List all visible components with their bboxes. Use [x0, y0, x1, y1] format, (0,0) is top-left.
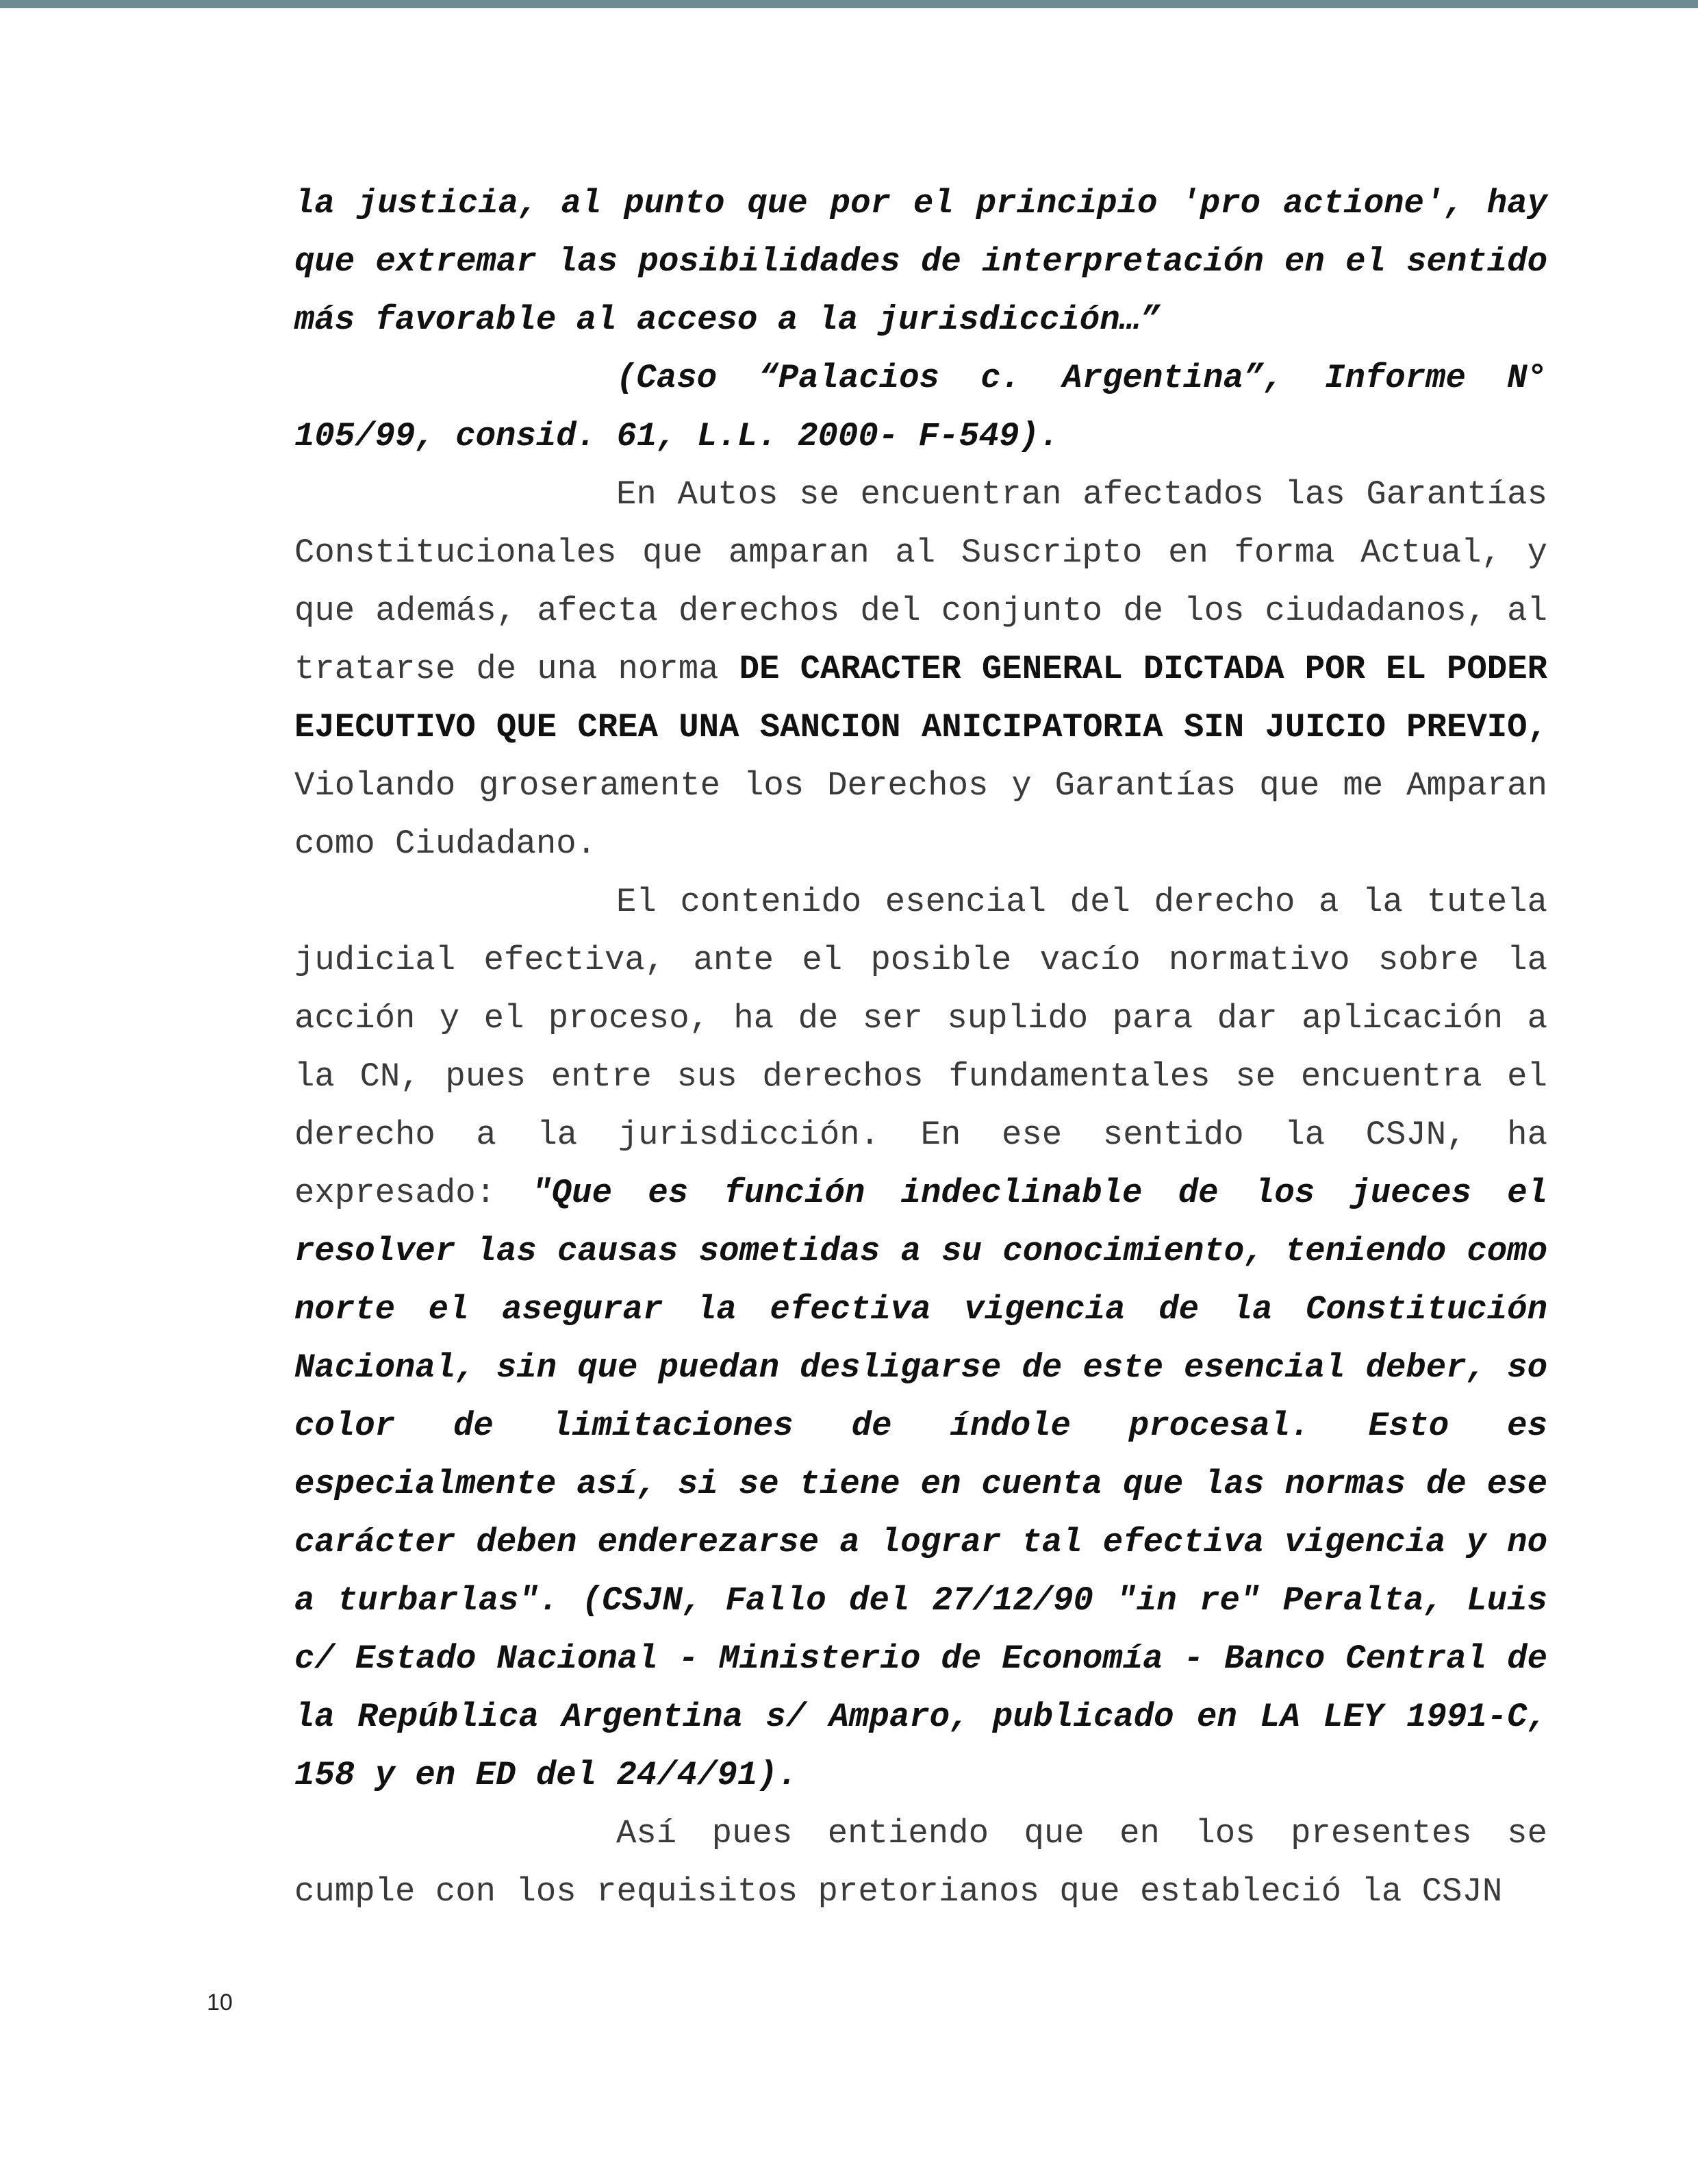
paragraph-autos-bold: DE CARACTER GENERAL DICTADA POR EL PODER EJECUTIVO QUE CREA UNA SANCION ANICIPATORIA SIN JUICIO PREVIO, [294, 650, 1547, 746]
quote-continuation [294, 175, 1547, 349]
paragraph-autos-start: En Autos se encuentran afectados las Garantías Constitucionales que amparan al Suscripto en forma Actual, y que además, afecta derechos del conjunto de los ciudadanos, al tratarse de una norma [294, 475, 1547, 688]
paragraph-asi-pues-text: Así pues entiendo que en los presentes se cumple con los requisitos pretorianos que estableció la CSJN [294, 1814, 1547, 1911]
page-number: 10 [207, 1990, 233, 2016]
paragraph-asi-pues [294, 1805, 1547, 1921]
citation-palacios [294, 349, 1547, 466]
document-body [294, 175, 1547, 1921]
quote-continuation-text: la justicia, al punto que por el principio 'pro actione', hay que extremar las posibilidades de interpretación en el sentido más favorable al acceso a la jurisdicción…” [294, 184, 1547, 339]
page-top-bar [0, 0, 1698, 8]
paragraph-tutela-start: El contenido esencial del derecho a la tutela judicial efectiva, ante el posible vacío normativo sobre la acción y el proceso, ha de ser suplido para dar aplicación a la CN, pues entre sus derechos fundamentales se encuentra el derecho a la jurisdicción. En ese sentido la CSJN, ha expresado: [294, 883, 1547, 1212]
paragraph-tutela [294, 873, 1547, 1805]
paragraph-autos [294, 466, 1547, 873]
paragraph-autos-end: Violando groseramente los Derechos y Garantías que me Amparan como Ciudadano. [294, 766, 1547, 863]
paragraph-tutela-quote: "Que es función indeclinable de los jueces el resolver las causas sometidas a su conocimiento, teniendo como norte el asegurar la efectiva vigencia de la Constitución Nacional, sin que puedan desligarse de este esencial deber, so color de limitaciones de índole procesal. Esto es especialmente así, si se tiene en cuenta que las normas de ese carácter deben enderezarse a lograr tal efectiva vigencia y no a turbarlas". (CSJN, Fallo del 27/12/90 "in re" Peralta, Luis c/ Estado Nacional - Ministerio de Economía - Banco Central de la República Argentina s/ Amparo, publicado en LA LEY 1991-C, 158 y en ED del 24/4/91). [294, 1174, 1548, 1794]
citation-palacios-text: (Caso “Palacios c. Argentina”, Informe N° 105/99, consid. 61, L.L. 2000- F-549). [294, 359, 1547, 455]
